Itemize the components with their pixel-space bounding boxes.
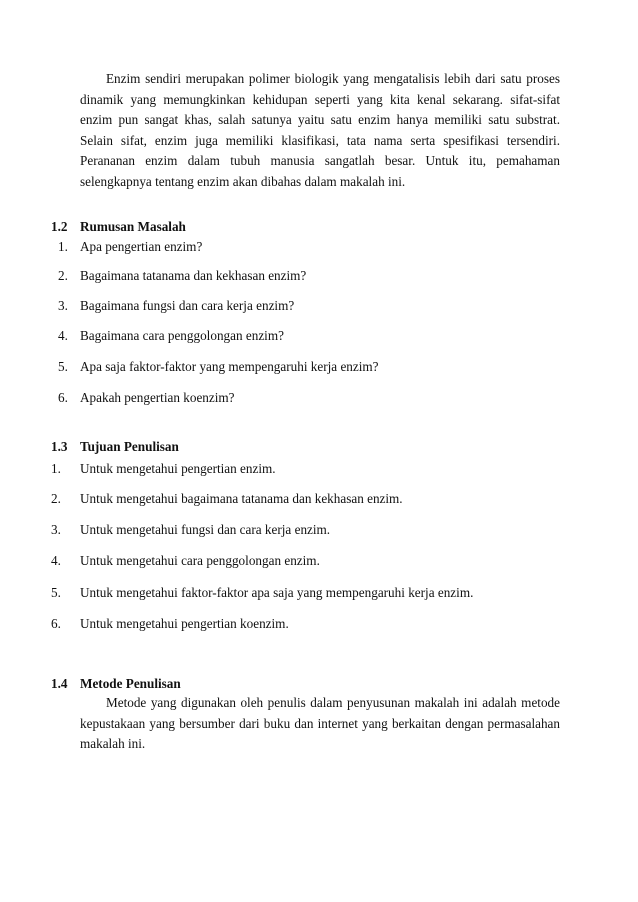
list-item-number: 4. (58, 328, 68, 343)
list-item (58, 328, 284, 344)
list-item-text: Apa saja faktor-faktor yang mempengaruhi kerja enzim? (80, 359, 379, 374)
list-item (51, 491, 403, 507)
list-item-text: Bagaimana fungsi dan cara kerja enzim? (80, 298, 295, 313)
section-heading-metode-penulisan (51, 676, 181, 692)
list-item-number: 5. (51, 585, 61, 600)
list-item (58, 359, 379, 375)
list-item-text: Untuk mengetahui bagaimana tatanama dan kekhasan enzim. (80, 491, 403, 506)
list-item-number: 4. (51, 553, 61, 568)
list-item-number: 2. (51, 491, 61, 506)
list-item (58, 268, 306, 284)
section-heading-tujuan-penulisan (51, 439, 179, 455)
list-item-number: 2. (58, 268, 68, 283)
list-item-text: Untuk mengetahui cara penggolongan enzim. (80, 553, 320, 568)
list-item-number: 6. (58, 390, 68, 405)
list-item (51, 616, 289, 632)
list-item-number: 3. (58, 298, 68, 313)
list-item-text: Apa pengertian enzim? (80, 239, 203, 254)
list-item-number: 1. (51, 461, 61, 476)
list-item-text: Untuk mengetahui pengertian enzim. (80, 461, 276, 476)
list-item-number: 5. (58, 359, 68, 374)
list-item (58, 298, 294, 314)
list-item-text: Untuk mengetahui fungsi dan cara kerja enzim. (80, 522, 331, 537)
list-item-text: Bagaimana tatanama dan kekhasan enzim? (80, 268, 307, 283)
list-item-text: Bagaimana cara penggolongan enzim? (80, 328, 284, 343)
list-item (58, 390, 235, 406)
list-item-text: Untuk mengetahui pengertian koenzim. (80, 616, 289, 631)
intro-text: Enzim sendiri merupakan polimer biologik yang mengatalisis lebih dari satu proses dinamik yang memungkinkan kehidupan seperti yang kita kenal sekarang. sifat-sifat enzim pun sangat khas, salah satunya yaitu satu enzim hanya memiliki satu substrat. Selain sifat, enzim juga memiliki klasifikasi, tata nama serta spesifikasi tersendiri. Perananan enzim dalam tubuh manusia sangatlah besar. Untuk itu, pemahaman selengkapnya tentang enzim akan dibahas dalam makalah ini. (80, 71, 560, 189)
list-item-number: 3. (51, 522, 61, 537)
section-number: 1.2 (51, 219, 68, 234)
section-number: 1.4 (51, 676, 68, 691)
metode-paragraph (80, 693, 560, 755)
intro-paragraph (80, 69, 560, 192)
list-item-text: Untuk mengetahui faktor-faktor apa saja yang mempengaruhi kerja enzim. (80, 585, 474, 600)
section-number: 1.3 (51, 439, 68, 454)
list-item (51, 522, 330, 538)
list-item (58, 239, 202, 255)
list-item-number: 1. (58, 239, 68, 254)
section-heading-rumusan-masalah (51, 219, 186, 235)
list-item (51, 553, 320, 569)
list-item-text: Apakah pengertian koenzim? (80, 390, 235, 405)
list-item-number: 6. (51, 616, 61, 631)
section-title: Rumusan Masalah (80, 219, 186, 234)
section-title: Tujuan Penulisan (80, 439, 179, 454)
metode-text: Metode yang digunakan oleh penulis dalam penyusunan makalah ini adalah metode kepustakaan yang bersumber dari buku dan internet yang berkaitan dengan permasalahan makalah ini. (80, 695, 560, 751)
section-title: Metode Penulisan (80, 676, 181, 691)
list-item (51, 585, 473, 601)
list-item (51, 461, 276, 477)
